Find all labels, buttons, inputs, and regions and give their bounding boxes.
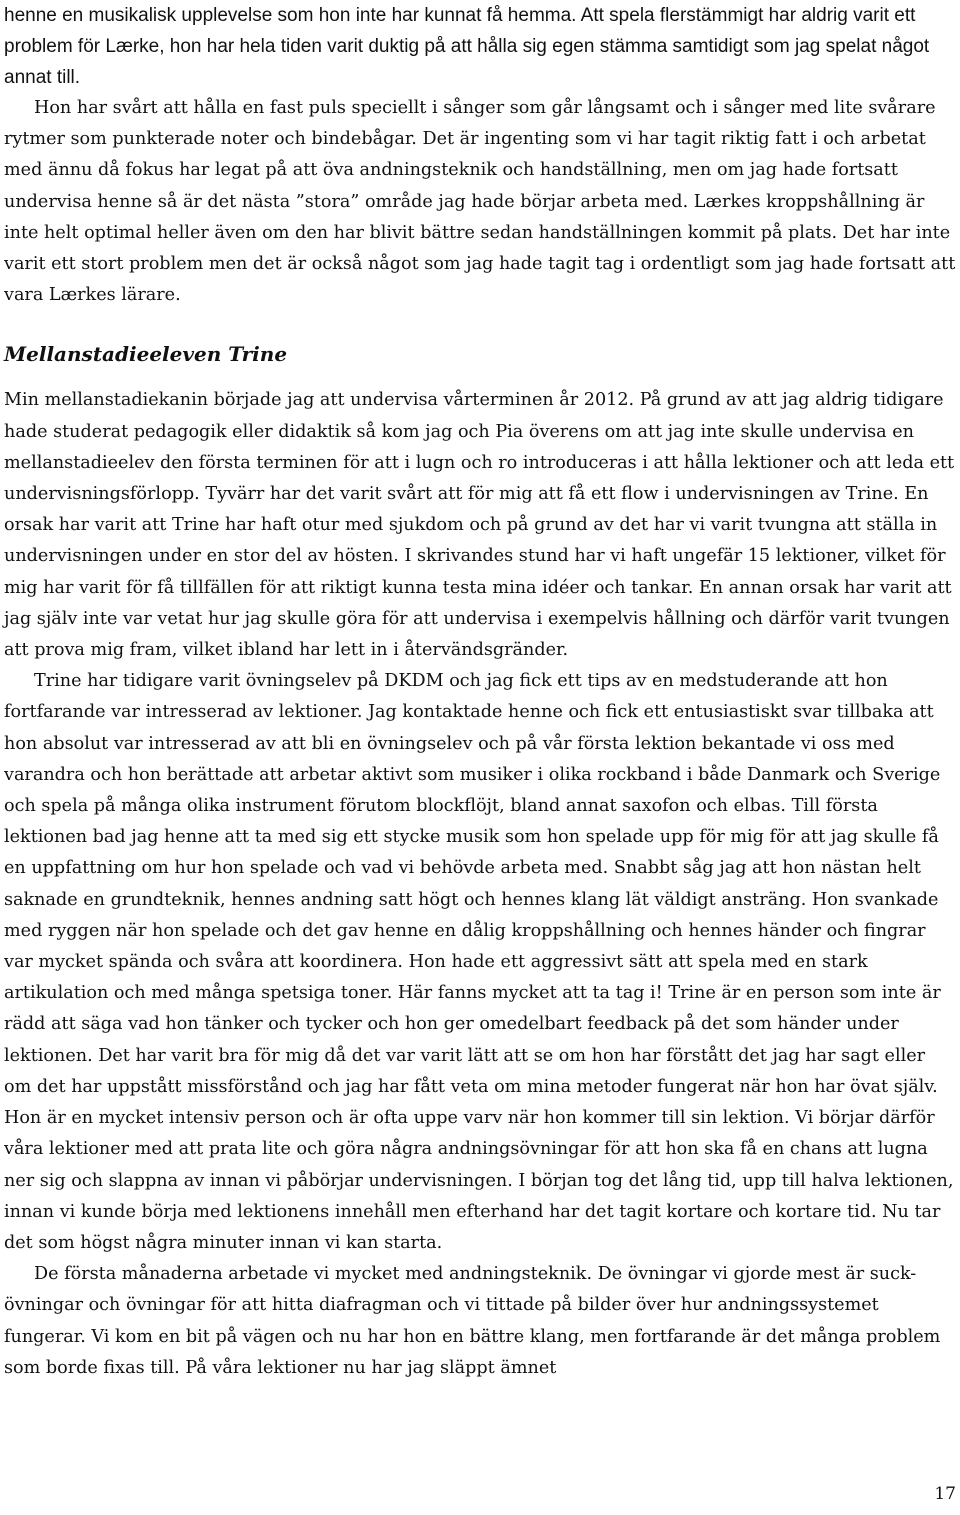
page-number: 17 [934, 1484, 956, 1504]
paragraph-breathing: De första månaderna arbetade vi mycket med andningsteknik. De övningar vi gjorde mest är suck-övningar och övningar för att hitta diafragman och vi tittade på bilder över hur andningssystemet fungerar. Vi kom en bit på vägen och nu har hon en bättre klang, men fortfarande är det många problem som borde fixas till. På våra lektioner nu har jag släppt ämnet [4, 1264, 941, 1378]
section-heading: Mellanstadieeleven Trine [4, 342, 288, 367]
document-page [4, 0, 956, 1384]
paragraph-intro-trine: Min mellanstadiekanin började jag att undervisa vårterminen år 2012. På grund av att jag aldrig tidigare hade studerat pedagogik eller didaktik så kom jag och Pia överens om att jag inte skulle undervisa en mellanstadieelev den första terminen för att i lugn och ro introduceras i att hålla lektioner och att leda ett undervisningsförlopp. Tyvärr har det varit svårt att för mig att få ett flow i undervisningen av Trine. En orsak har varit att Trine har haft otur med sjukdom och på grund av det har vi varit tvungna att ställa in undervisningen under en stor del av hösten. I skrivandes stund har vi haft ungefär 15 lektioner, vilket för mig har varit för få tillfällen för att riktigt kunna testa mina idéer och tankar. En annan orsak har varit att jag själv inte var vetat hur jag skulle göra för att undervisa i exempelvis hållning och därför varit tvungen att prova mig fram, vilket ibland har lett in i återvändsgränder. [4, 390, 955, 661]
paragraph-pulse: Hon har svårt att hålla en fast puls speciellt i sånger som går långsamt och i sånger med lite svårare rytmer som punkterade noter och bindebågar. Det är ingenting som vi har tagit riktig fatt i och arbetat med ännu då fokus har legat på att öva andningsteknik och handställning, men om jag hade fortsatt undervisa henne så är det nästa ”stora” område jag hade börjar arbeta med. Lærkes kroppshållning är inte helt optimal heller även om den har blivit bättre sedan handställningen kommit på plats. Det har inte varit ett stort problem men det är också något som jag hade tagit tag i ordentligt som jag hade fortsatt att vara Lærkes lärare. [4, 98, 956, 306]
paragraph-continuation: henne en musikalisk upplevelse som hon inte har kunnat få hemma. Att spela flerstämmigt har aldrig varit ett problem för Lærke, hon har hela tiden varit duktig på att hålla sig egen stämma samtidigt som jag spelat något annat till. [4, 5, 930, 88]
paragraph-trine-background: Trine har tidigare varit övningselev på DKDM och jag fick ett tips av en medstuderande att hon fortfarande var intresserad av lektioner. Jag kontaktade henne och fick ett entusiastiskt svar tillbaka att hon absolut var intresserad av att bli en övningselev och på vår första lektion bekantade vi oss med varandra och hon berättade att arbetar aktivt som musiker i olika rockband i både Danmark och Sverige och spela på många olika instrument förutom blockflöjt, bland annat saxofon och elbas. Till första lektionen bad jag henne att ta med sig ett stycke musik som hon spelade upp för mig för att jag skulle få en uppfattning om hur hon spelade och vad vi behövde arbeta med. Snabbt såg jag att hon nästan helt saknade en grundteknik, hennes andning satt högt och hennes klang lät väldigt ansträng. Hon svankade med ryggen när hon spelade och det gav henne en dålig kroppshållning och hennes händer och fingrar var mycket spända och svåra att koordinera. Hon hade ett aggressivt sätt att spela med en stark artikulation och med många spetsiga toner. Här fanns mycket att ta tag i! Trine är en person som inte är rädd att säga vad hon tänker och tycker och hon ger omedelbart feedback på det som händer under lektionen. Det har varit bra för mig då det var varit lätt att se om hon har förstått det jag har sagt eller om det har uppstått missförstånd och jag har fått veta om mina metoder fungerat när hon har övat själv. Hon är en mycket intensiv person och är ofta uppe varv när hon kommer till sin lektion. Vi börjar därför våra lektioner med att prata lite och göra några andningsövningar för att hon ska få en chans att lugna ner sig och slappna av innan vi påbörjar undervisningen. I början tog det lång tid, upp till halva lektionen, innan vi kunde börja med lektionens innehåll men efterhand har det tagit kortare och kortare tid. Nu tar det som högst några minuter innan vi kan starta. [4, 671, 954, 1253]
